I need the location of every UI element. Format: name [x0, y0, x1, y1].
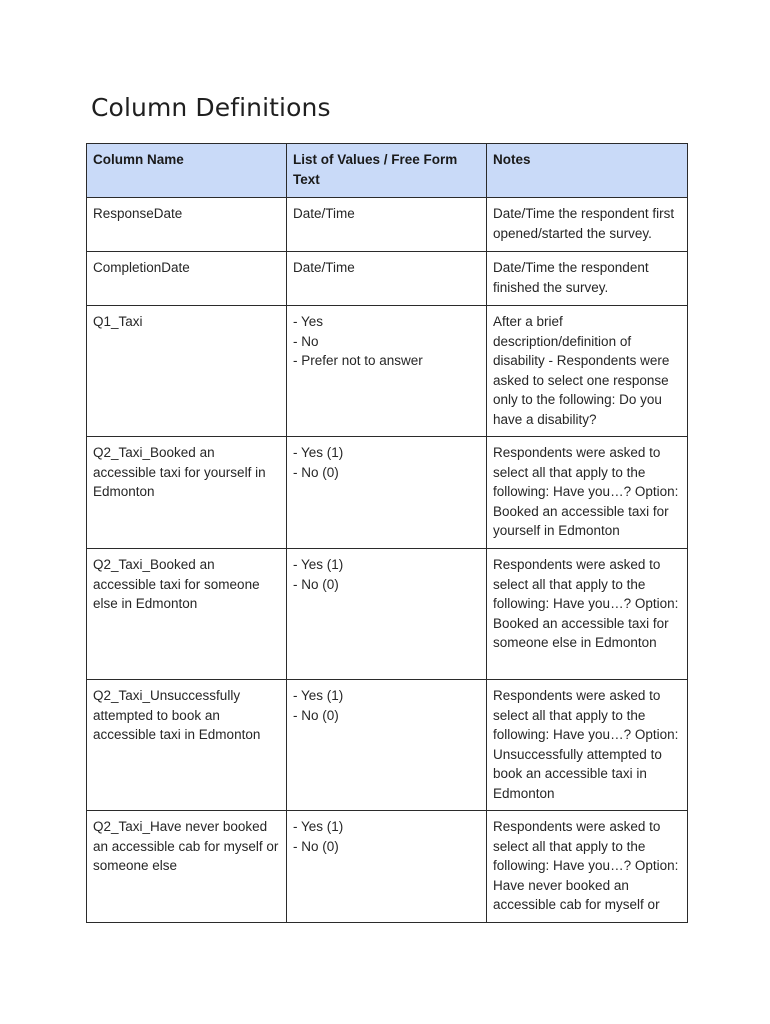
table-row: [87, 437, 688, 549]
value-item: - No (0): [293, 576, 339, 592]
cell-values: [287, 811, 487, 923]
cell-notes: Date/Time the respondent finished the survey.: [487, 252, 688, 306]
cell-values: [287, 306, 487, 437]
values-list: [293, 312, 480, 371]
value-item: - No (0): [293, 707, 339, 723]
cell-column-name: Q1_Taxi: [87, 306, 287, 437]
cell-column-name: Q2_Taxi_Booked an accessible taxi for yourself in Edmonton: [87, 437, 287, 549]
header-values: List of Values / Free Form Text: [287, 144, 487, 198]
values-list: [293, 817, 480, 856]
values-list: [293, 555, 480, 594]
cell-column-name: ResponseDate: [87, 198, 287, 252]
value-item: - Yes (1): [293, 688, 344, 703]
values-list: [293, 686, 480, 725]
cell-values: [287, 437, 487, 549]
header-notes: Notes: [487, 144, 688, 198]
value-item: - Yes (1): [293, 557, 344, 572]
cell-notes: Date/Time the respondent first opened/started the survey.: [487, 198, 688, 252]
value-item: - No: [293, 333, 319, 349]
table-row: [87, 811, 688, 923]
cell-column-name: Q2_Taxi_Booked an accessible taxi for someone else in Edmonton: [87, 549, 287, 680]
value-item: - Prefer not to answer: [293, 353, 423, 368]
table-row: [87, 680, 688, 811]
cell-notes: Respondents were asked to select all that apply to the following: Have you…? Option: Have never booked an accessible cab for myself or: [487, 811, 688, 923]
cell-column-name: Q2_Taxi_Unsuccessfully attempted to book an accessible taxi in Edmonton: [87, 680, 287, 811]
cell-notes: After a brief description/definition of disability - Respondents were asked to select one response only to the following: Do you have a disability?: [487, 306, 688, 437]
value-item: Date/Time: [293, 260, 355, 275]
values-list: [293, 258, 480, 278]
cell-column-name: Q2_Taxi_Have never booked an accessible cab for myself or someone else: [87, 811, 287, 923]
cell-notes: Respondents were asked to select all that apply to the following: Have you…? Option: Booked an accessible taxi for someone else in Edmonton: [487, 549, 688, 680]
table-header-row: [87, 144, 688, 198]
cell-column-name: CompletionDate: [87, 252, 287, 306]
values-list: [293, 204, 480, 224]
value-item: Date/Time: [293, 206, 355, 221]
cell-values: [287, 252, 487, 306]
value-item: - No (0): [293, 838, 339, 854]
page-title: Column Definitions: [91, 93, 331, 122]
cell-values: [287, 680, 487, 811]
header-column-name: Column Name: [87, 144, 287, 198]
cell-values: [287, 198, 487, 252]
column-definitions-table: [86, 143, 688, 923]
table-row: [87, 252, 688, 306]
value-item: - Yes (1): [293, 445, 344, 460]
table-row: [87, 549, 688, 680]
value-item: - Yes: [293, 314, 324, 329]
values-list: [293, 443, 480, 482]
cell-notes: Respondents were asked to select all that apply to the following: Have you…? Option: Booked an accessible taxi for yourself in Edmonton: [487, 437, 688, 549]
table-row: [87, 306, 688, 437]
cell-notes: Respondents were asked to select all that apply to the following: Have you…? Option: Unsuccessfully attempted to book an accessible taxi in Edmonton: [487, 680, 688, 811]
table-body: [87, 198, 688, 923]
table-row: [87, 198, 688, 252]
cell-values: [287, 549, 487, 680]
value-item: - Yes (1): [293, 819, 344, 834]
value-item: - No (0): [293, 464, 339, 480]
